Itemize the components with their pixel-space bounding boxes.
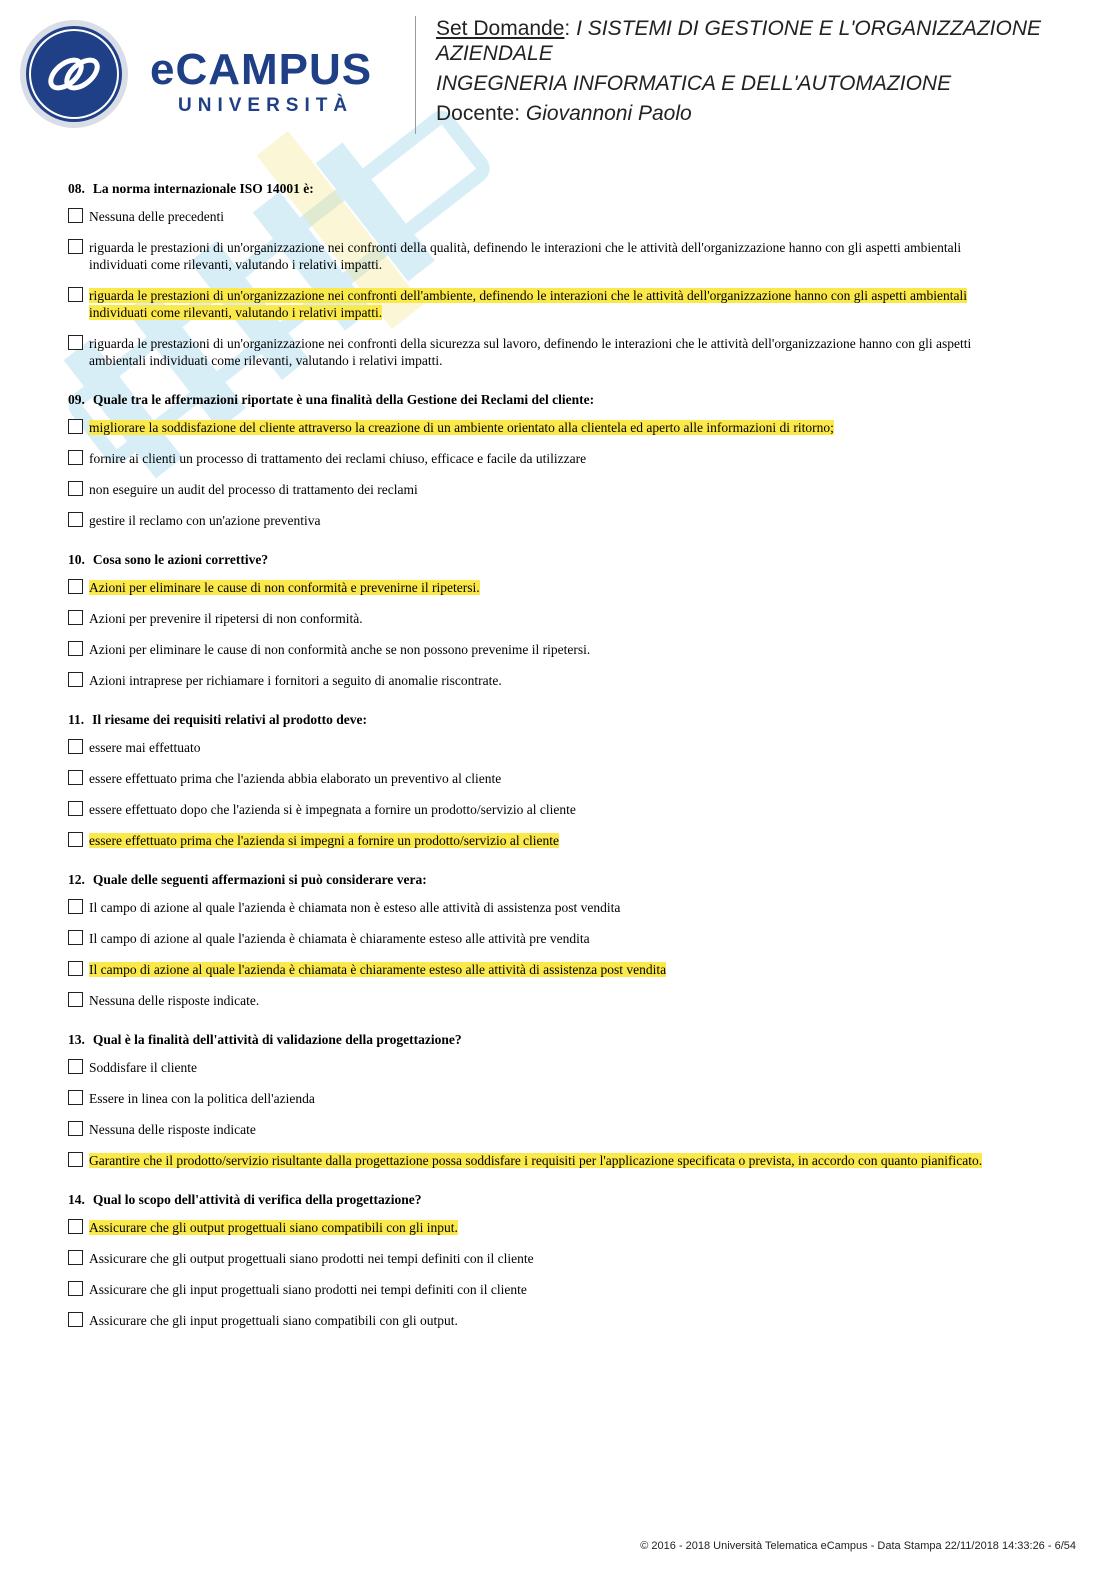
answer-text: Nessuna delle precedenti <box>89 209 224 224</box>
answer-option[interactable] <box>68 208 1000 225</box>
answer-checkbox[interactable] <box>68 739 83 754</box>
answer-checkbox[interactable] <box>68 419 83 434</box>
answer-option[interactable] <box>68 1250 1000 1267</box>
set-title-line2: AZIENDALE <box>436 42 553 65</box>
answer-option[interactable] <box>68 1281 1000 1298</box>
question-list <box>68 180 1000 1351</box>
answer-checkbox[interactable] <box>68 1219 83 1234</box>
course-info: Set Domande: I SISTEMI DI GESTIONE E L'ORGANIZZAZIONE AZIENDALE INGEGNERIA INFORMATICA E DELL'AUTOMAZIONE Docente: Giovannoni Paolo <box>436 17 1041 125</box>
answer-checkbox[interactable] <box>68 1059 83 1074</box>
question-title <box>68 1191 1000 1208</box>
answer-option[interactable] <box>68 1219 1000 1236</box>
answer-checkbox[interactable] <box>68 1152 83 1167</box>
answer-option[interactable] <box>68 832 1000 849</box>
answer-text: Azioni intraprese per richiamare i fornitori a seguito di anomalie riscontrate. <box>89 673 502 688</box>
answer-text: essere mai effettuato <box>89 740 201 755</box>
question-text: Quale tra le affermazioni riportate è una finalità della Gestione dei Reclami del cliente: <box>92 392 595 407</box>
answer-option[interactable] <box>68 1121 1000 1138</box>
header-divider <box>415 16 416 134</box>
question-number: 12. <box>68 872 85 887</box>
answer-text: Azioni per eliminare le cause di non conformità anche se non possono prevenime il ripetersi. <box>89 642 591 657</box>
answer-text: Assicurare che gli input progettuali siano compatibili con gli output. <box>89 1313 458 1328</box>
answer-checkbox[interactable] <box>68 1121 83 1136</box>
answer-text-highlighted: riguarda le prestazioni di un'organizzazione nei confronti dell'ambiente, definendo le interazioni che le attività dell'organizzazione hanno con gli aspetti ambientali individuati come rilevanti, valutando i relativi impatti. <box>89 288 967 320</box>
question-text: Cosa sono le azioni correttive? <box>92 552 269 567</box>
answer-checkbox[interactable] <box>68 992 83 1007</box>
question-11 <box>68 711 1000 849</box>
answer-option[interactable] <box>68 961 1000 978</box>
question-10 <box>68 551 1000 689</box>
question-text: Qual è la finalità dell'attività di validazione della progettazione? <box>92 1032 462 1047</box>
answer-checkbox[interactable] <box>68 335 83 350</box>
question-title <box>68 391 1000 408</box>
answer-option[interactable] <box>68 930 1000 947</box>
question-title <box>68 1031 1000 1048</box>
question-number: 09. <box>68 392 85 407</box>
answer-checkbox[interactable] <box>68 770 83 785</box>
question-number: 13. <box>68 1032 85 1047</box>
answer-text-highlighted: Assicurare che gli output progettuali siano compatibili con gli input. <box>89 1220 458 1235</box>
answer-option[interactable] <box>68 579 1000 596</box>
question-number: 10. <box>68 552 85 567</box>
question-title <box>68 551 1000 568</box>
answer-checkbox[interactable] <box>68 579 83 594</box>
answer-text: essere effettuato dopo che l'azienda si è impegnata a fornire un prodotto/servizio al cliente <box>89 802 576 817</box>
answer-text: non eseguire un audit del processo di trattamento dei reclami <box>89 482 418 497</box>
answer-checkbox[interactable] <box>68 672 83 687</box>
answer-option[interactable] <box>68 770 1000 787</box>
question-09 <box>68 391 1000 529</box>
answer-option[interactable] <box>68 419 1000 436</box>
answer-text: Nessuna delle risposte indicate <box>89 1122 256 1137</box>
answer-checkbox[interactable] <box>68 899 83 914</box>
question-title <box>68 711 1000 728</box>
brand-wordmark <box>150 46 400 118</box>
answer-checkbox[interactable] <box>68 450 83 465</box>
answer-option[interactable] <box>68 641 1000 658</box>
answer-checkbox[interactable] <box>68 512 83 527</box>
answer-text: essere effettuato prima che l'azienda abbia elaborato un preventivo al cliente <box>89 771 502 786</box>
answer-checkbox[interactable] <box>68 801 83 816</box>
answer-text: Nessuna delle risposte indicate. <box>89 993 260 1008</box>
answer-checkbox[interactable] <box>68 930 83 945</box>
course-name: INGEGNERIA INFORMATICA E DELL'AUTOMAZIONE <box>436 72 952 95</box>
answer-checkbox[interactable] <box>68 208 83 223</box>
question-text: Il riesame dei requisiti relativi al prodotto deve: <box>92 712 367 727</box>
brand-name: eCAMPUS <box>150 45 373 94</box>
answer-text: gestire il reclamo con un'azione preventiva <box>89 513 321 528</box>
answer-checkbox[interactable] <box>68 1090 83 1105</box>
answer-checkbox[interactable] <box>68 239 83 254</box>
set-label: Set Domande <box>436 17 565 40</box>
answer-option[interactable] <box>68 992 1000 1009</box>
answer-option[interactable] <box>68 1090 1000 1107</box>
question-12 <box>68 871 1000 1009</box>
answer-text: fornire ai clienti un processo di trattamento dei reclami chiuso, efficace e facile da utilizzare <box>89 451 587 466</box>
answer-option[interactable] <box>68 335 1000 369</box>
answer-option[interactable] <box>68 239 1000 273</box>
answer-checkbox[interactable] <box>68 610 83 625</box>
answer-text: Il campo di azione al quale l'azienda è chiamata non è esteso alle attività di assistenza post vendita <box>89 900 621 915</box>
question-number: 08. <box>68 181 85 196</box>
answer-option[interactable] <box>68 899 1000 916</box>
answer-text: Essere in linea con la politica dell'azienda <box>89 1091 315 1106</box>
page-footer: © 2016 - 2018 Università Telematica eCampus - Data Stampa 22/11/2018 14:33:26 - 6/54 <box>640 1540 1076 1552</box>
answer-text: Azioni per prevenire il ripetersi di non conformità. <box>89 611 363 626</box>
answer-option[interactable] <box>68 739 1000 756</box>
answer-checkbox[interactable] <box>68 1312 83 1327</box>
answer-checkbox[interactable] <box>68 287 83 302</box>
answer-checkbox[interactable] <box>68 961 83 976</box>
question-title <box>68 871 1000 888</box>
answer-text-highlighted: Garantire che il prodotto/servizio risultante dalla progettazione possa soddisfare i requisiti per l'applicazione specificata o prevista, in accordo con quanto pianificato. <box>89 1153 983 1168</box>
answer-checkbox[interactable] <box>68 1281 83 1296</box>
ecampus-logo-icon <box>18 18 130 130</box>
answer-checkbox[interactable] <box>68 1250 83 1265</box>
answer-option[interactable] <box>68 610 1000 627</box>
answer-checkbox[interactable] <box>68 641 83 656</box>
question-text: Quale delle seguenti affermazioni si può considerare vera: <box>92 872 427 887</box>
answer-option[interactable] <box>68 672 1000 689</box>
answer-text: riguarda le prestazioni di un'organizzazione nei confronti della sicurezza sul lavoro, definendo le interazioni che le attività dell'organizzazione hanno con gli aspetti ambientali individuati come rilevanti, valutando i relativi impatti. <box>89 336 972 368</box>
answer-text: Soddisfare il cliente <box>89 1060 197 1075</box>
answer-checkbox[interactable] <box>68 832 83 847</box>
question-number: 14. <box>68 1192 85 1207</box>
docente-name: Giovannoni Paolo <box>525 102 692 125</box>
answer-text: Assicurare che gli output progettuali siano prodotti nei tempi definiti con il cliente <box>89 1251 534 1266</box>
question-14 <box>68 1191 1000 1329</box>
question-text: Qual lo scopo dell'attività di verifica della progettazione? <box>92 1192 422 1207</box>
brand-subtitle: UNIVERSITÀ <box>178 95 354 116</box>
question-number: 11. <box>68 712 85 727</box>
question-text: La norma internazionale ISO 14001 è: <box>92 181 314 196</box>
answer-text: riguarda le prestazioni di un'organizzazione nei confronti della qualità, definendo le interazioni che le attività dell'organizzazione hanno con gli aspetti ambientali individuati come rilevanti, valutando i relativi impatti. <box>89 240 962 272</box>
set-title-line1: I SISTEMI DI GESTIONE E L'ORGANIZZAZIONE <box>576 17 1041 40</box>
answer-text: Assicurare che gli input progettuali siano prodotti nei tempi definiti con il cliente <box>89 1282 527 1297</box>
answer-text-highlighted: essere effettuato prima che l'azienda si impegni a fornire un prodotto/servizio al cliente <box>89 833 560 848</box>
question-13 <box>68 1031 1000 1169</box>
answer-option[interactable] <box>68 287 1000 321</box>
answer-option[interactable] <box>68 1059 1000 1076</box>
docente-label: Docente: <box>436 102 521 125</box>
answer-text-highlighted: Azioni per eliminare le cause di non conformità e prevenirne il ripetersi. <box>89 580 480 595</box>
answer-text-highlighted: migliorare la soddisfazione del cliente attraverso la creazione di un ambiente orientato alla clientela ed aperto alle informazioni di ritorno; <box>89 420 834 435</box>
answer-checkbox[interactable] <box>68 481 83 496</box>
answer-text: Il campo di azione al quale l'azienda è chiamata è chiaramente esteso alle attività pre vendita <box>89 931 590 946</box>
question-title <box>68 180 1000 197</box>
answer-option[interactable] <box>68 481 1000 498</box>
answer-text-highlighted: Il campo di azione al quale l'azienda è chiamata è chiaramente esteso alle attività di assistenza post vendita <box>89 962 667 977</box>
question-08 <box>68 180 1000 369</box>
answer-option[interactable] <box>68 801 1000 818</box>
answer-option[interactable] <box>68 1152 1000 1169</box>
page-header <box>0 0 1116 150</box>
answer-option[interactable] <box>68 1312 1000 1329</box>
answer-option[interactable] <box>68 512 1000 529</box>
answer-option[interactable] <box>68 450 1000 467</box>
